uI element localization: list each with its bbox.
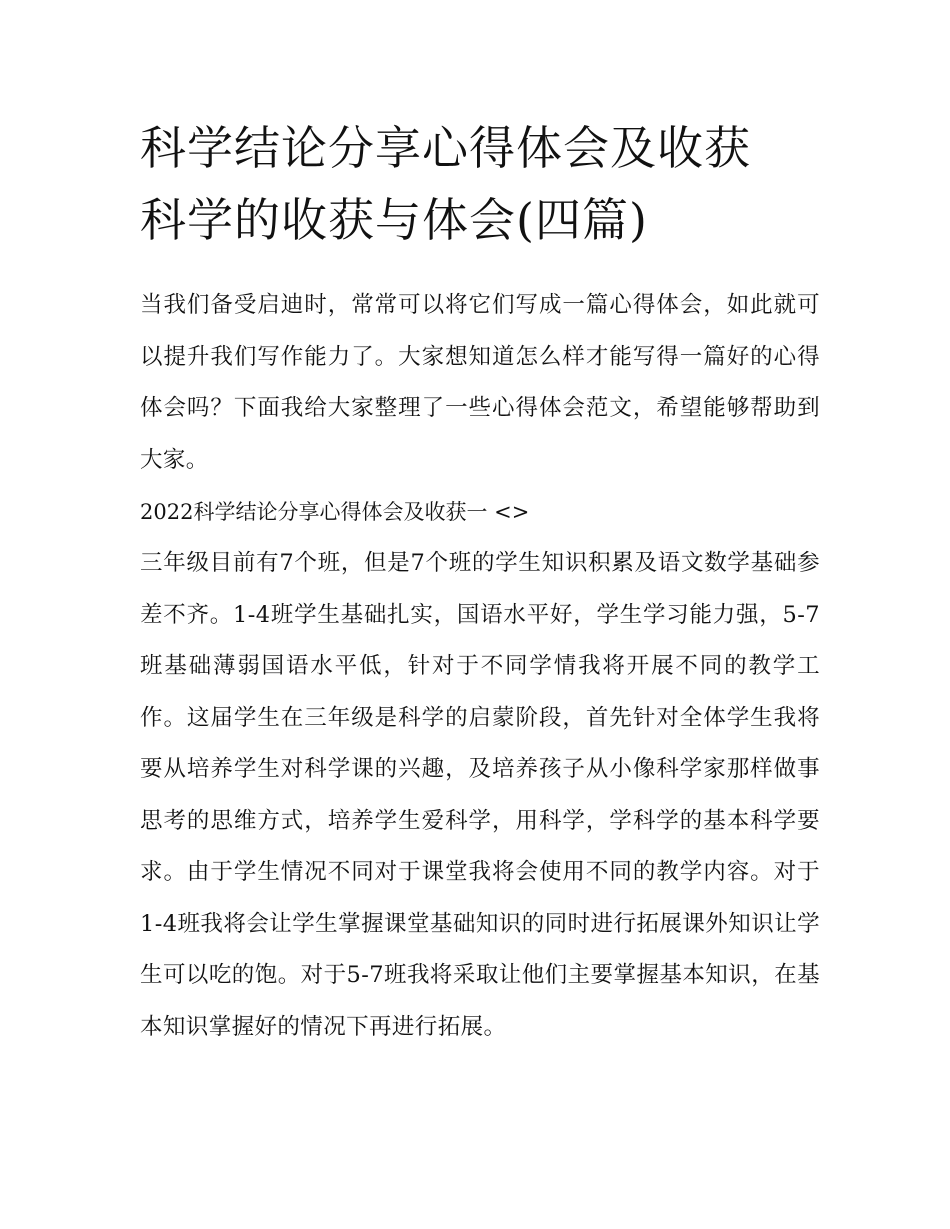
section-paragraph: 三年级目前有7个班，但是7个班的学生知识积累及语文数学基础参差不齐。1-4班学生基础扎实，国语水平好，学生学习能力强，5-7班基础薄弱国语水平低，针对于不同学情我将开展不同的教学工作。这届学生在三年级是科学的启蒙阶段，首先针对全体学生我将要从培养学生对科学课的兴趣，及培养孩子从小像科学家那样做事思考的思维方式，培养学生爱科学，用科学，学科学的基本科学要求。由于学生情况不同对于课堂我将会使用不同的教学内容。对于1-4班我将会让学生掌握课堂基础知识的同时进行拓展课外知识让学生可以吃的饱。对于5-7班我将采取让他们主要掌握基本知识，在基本知识掌握好的情况下再进行拓展。: [140, 550, 820, 1040]
document-body: [140, 280, 820, 1053]
page-title: [140, 112, 820, 256]
intro-paragraph: 当我们备受启迪时，常常可以将它们写成一篇心得体会，如此就可以提升我们写作能力了。大家想知道怎么样才能写得一篇好的心得体会吗？下面我给大家整理了一些心得体会范文，希望能够帮助到大家。: [140, 292, 820, 473]
section-heading: 2022科学结论分享心得体会及收获一 <>: [140, 500, 530, 524]
title-line-1: 科学结论分享心得体会及收获: [140, 121, 751, 175]
title-line-2: 科学的收获与体会(四篇): [140, 193, 648, 247]
